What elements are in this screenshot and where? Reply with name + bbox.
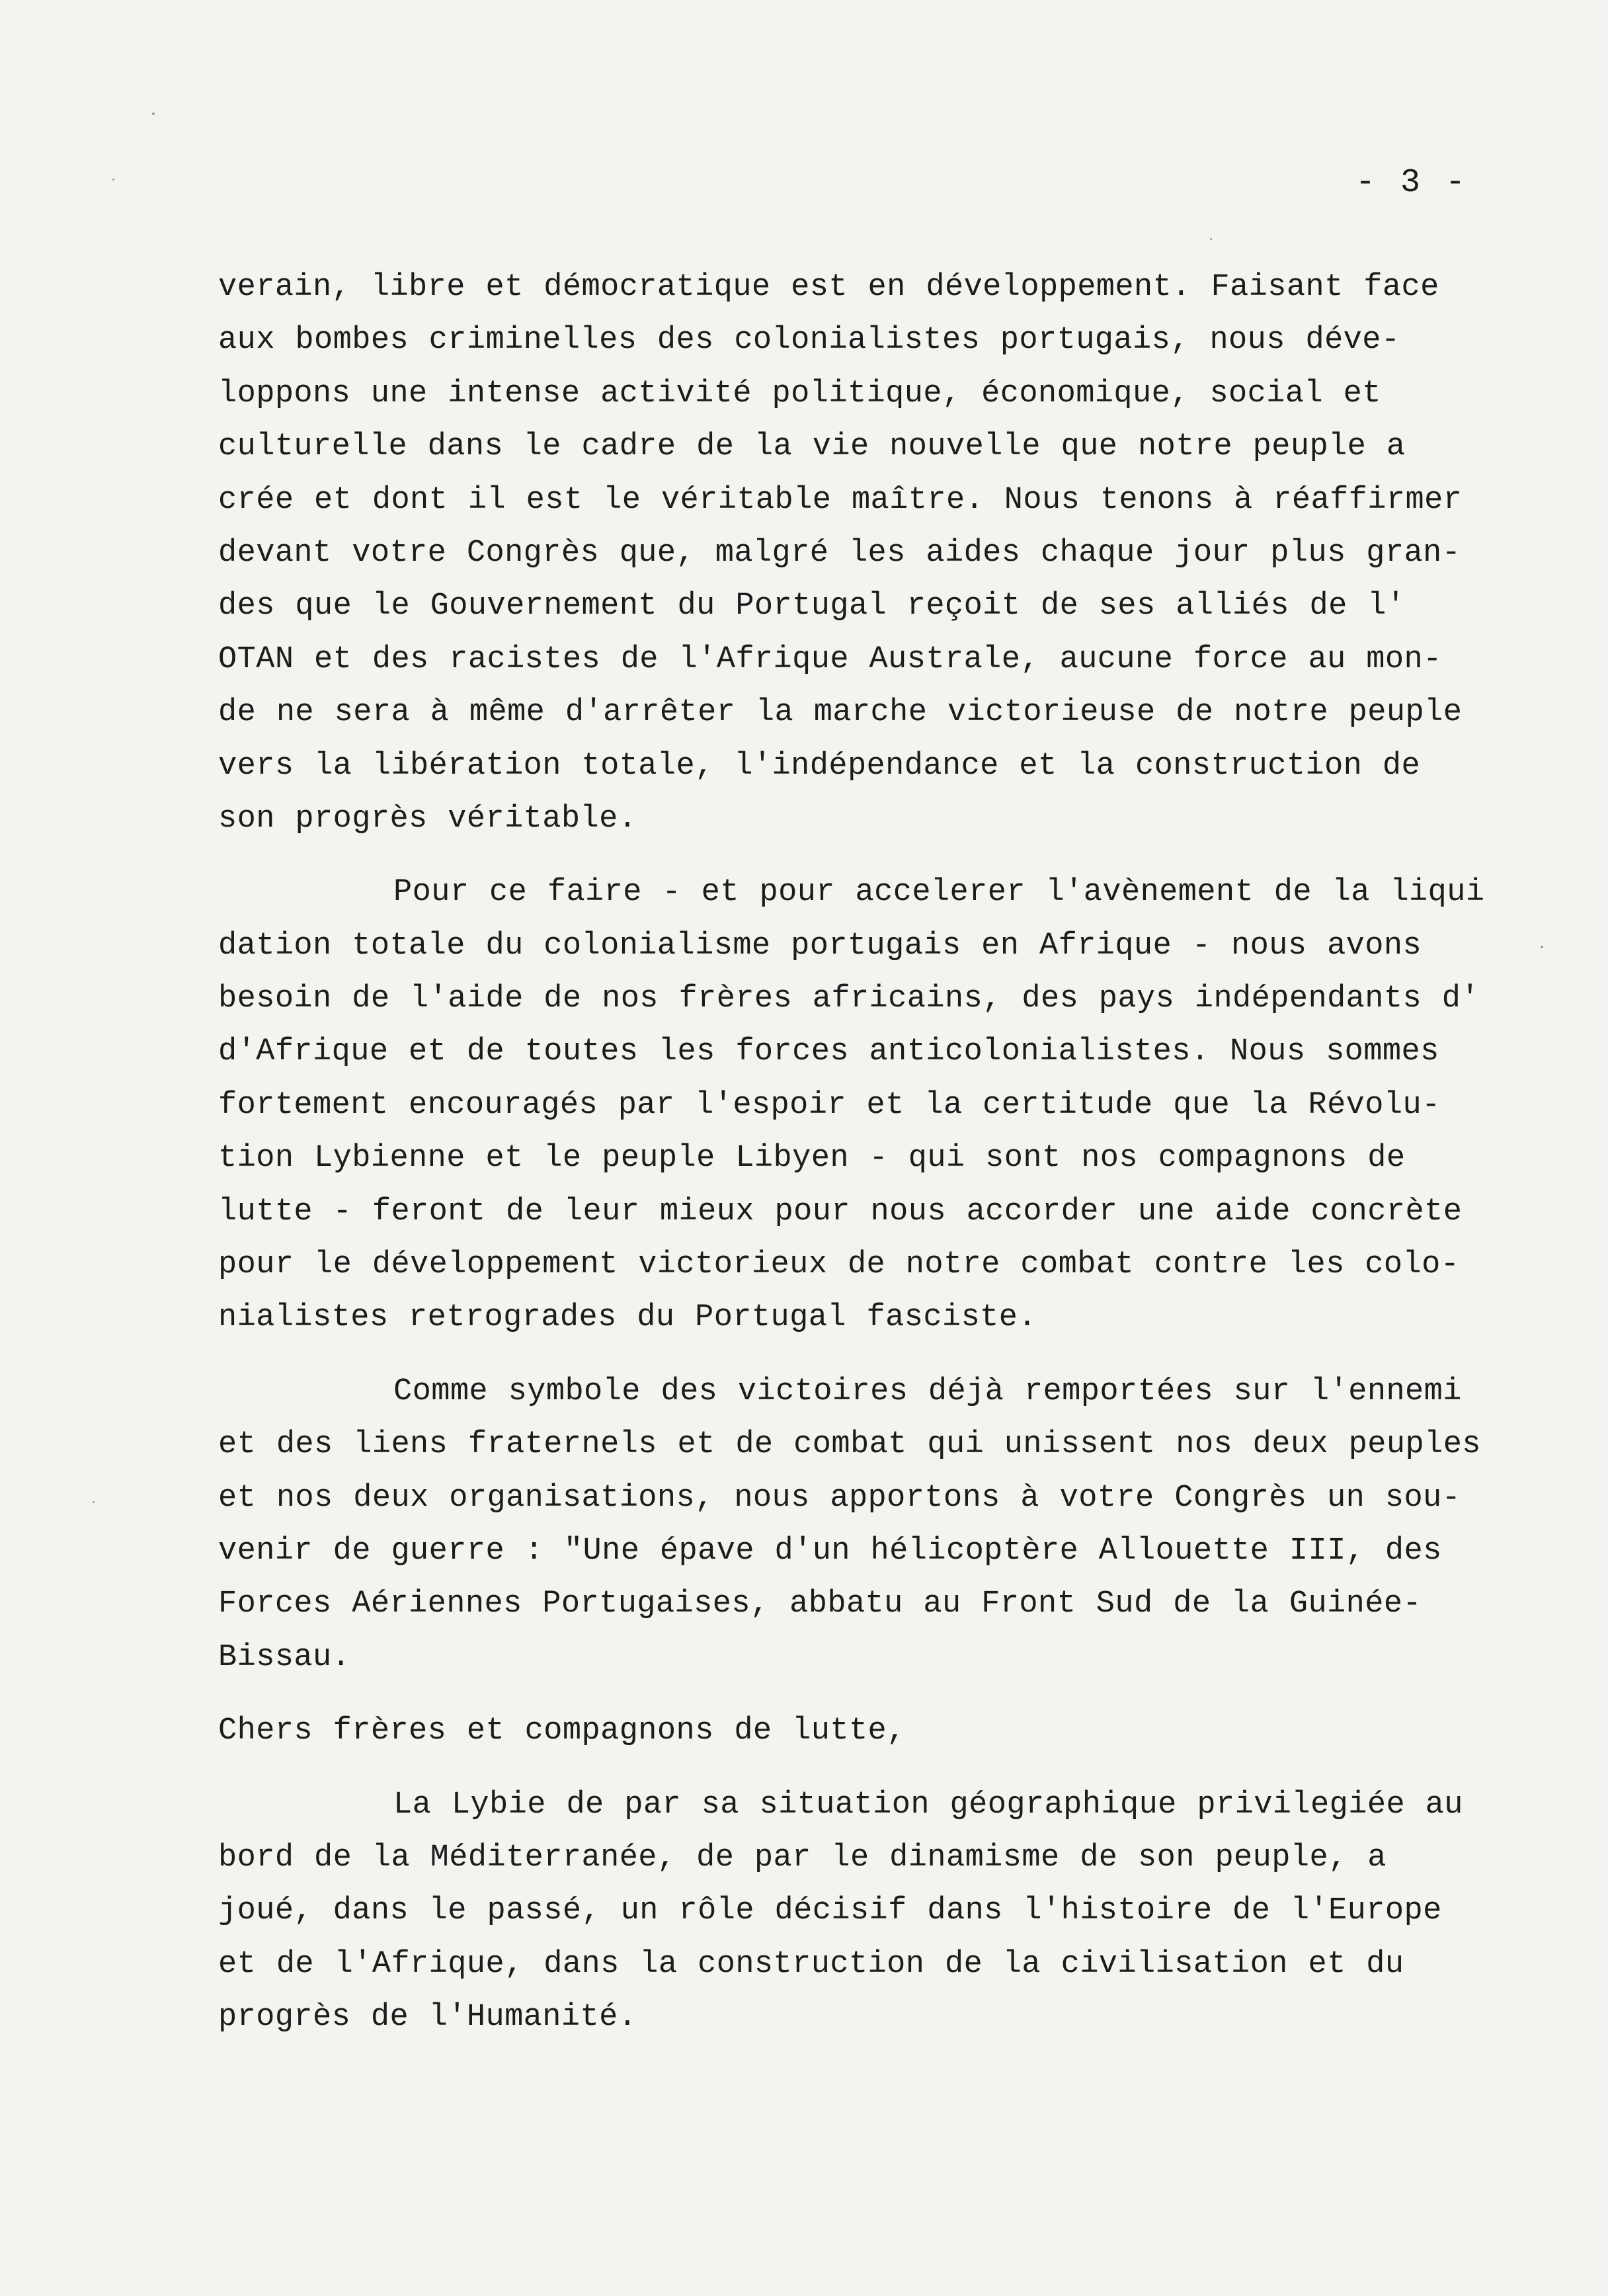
paragraph xyxy=(218,1779,1527,2045)
text-line: bord de la Méditerranée, de par le dinamisme de son peuple, a xyxy=(218,1840,1387,1875)
text-line: des que le Gouvernement du Portugal reçoit de ses alliés de l' xyxy=(218,589,1406,624)
text-line: crée et dont il est le véritable maître. Nous tenons à réaffirmer xyxy=(218,482,1463,518)
text-line: devant votre Congrès que, malgré les aides chaque jour plus gran- xyxy=(218,535,1461,571)
text-line: et nos deux organisations, nous apportons à votre Congrès un sou- xyxy=(218,1480,1461,1516)
scan-speck xyxy=(1210,238,1212,240)
text-line: OTAN et des racistes de l'Afrique Australe, aucune force au mon- xyxy=(218,641,1442,677)
salutation xyxy=(218,1705,1527,1758)
paragraph xyxy=(218,261,1527,846)
text-line: lutte - feront de leur mieux pour nous accorder une aide concrète xyxy=(218,1194,1463,1229)
text-line: pour le développement victorieux de notre combat contre les colo- xyxy=(218,1247,1460,1283)
text-line: nialistes retrogrades du Portugal fasciste. xyxy=(218,1300,1037,1336)
text-line: verain, libre et démocratique est en développement. Faisant face xyxy=(218,270,1439,305)
paragraph xyxy=(218,866,1527,1345)
text-line: et de l'Afrique, dans la construction de la civilisation et du xyxy=(218,1946,1404,1982)
scan-speck xyxy=(152,112,155,115)
text-line: son progrès véritable. xyxy=(218,801,637,837)
document-body xyxy=(218,261,1527,2045)
text-line: Forces Aériennes Portugaises, abbatu au Front Sud de la Guinée- xyxy=(218,1586,1422,1622)
text-line: Bissau. xyxy=(218,1639,351,1675)
text-line: de ne sera à même d'arrêter la marche victorieuse de notre peuple xyxy=(218,695,1463,731)
scan-speck xyxy=(1541,946,1543,948)
scan-speck xyxy=(93,1501,95,1503)
text-line: tion Lybienne et le peuple Libyen - qui sont nos compagnons de xyxy=(218,1141,1406,1176)
text-line: venir de guerre : "Une épave d'un hélicoptère Allouette III, des xyxy=(218,1533,1442,1569)
page-number: - 3 - xyxy=(1355,164,1468,202)
text-line: Comme symbole des victoires déjà remportées sur l'ennemi xyxy=(393,1374,1462,1409)
text-line: loppons une intense activité politique, économique, social et xyxy=(218,376,1381,411)
text-line: dation totale du colonialisme portugais en Afrique - nous avons xyxy=(218,928,1422,964)
text-line: Chers frères et compagnons de lutte, xyxy=(218,1713,906,1749)
text-line: aux bombes criminelles des colonialistes portugais, nous déve- xyxy=(218,323,1400,358)
text-line: progrès de l'Humanité. xyxy=(218,2000,637,2035)
text-line: d'Afrique et de toutes les forces anticolonialistes. Nous sommes xyxy=(218,1034,1439,1070)
text-line: La Lybie de par sa situation géographique privilegiée au xyxy=(393,1787,1463,1823)
paragraph xyxy=(218,1366,1527,1684)
scan-speck xyxy=(112,179,114,181)
text-line: fortement encouragés par l'espoir et la certitude que la Révolu- xyxy=(218,1087,1441,1123)
text-line: besoin de l'aide de nos frères africains, des pays indépendants d' xyxy=(218,981,1480,1017)
text-line: Pour ce faire - et pour accelerer l'avènement de la liqui xyxy=(393,875,1485,911)
text-line: vers la libération totale, l'indépendance et la construction de xyxy=(218,748,1421,784)
text-line: culturelle dans le cadre de la vie nouvelle que notre peuple a xyxy=(218,429,1406,465)
text-line: joué, dans le passé, un rôle décisif dans l'histoire de l'Europe xyxy=(218,1893,1442,1929)
text-line: et des liens fraternels et de combat qui unissent nos deux peuples xyxy=(218,1427,1481,1463)
